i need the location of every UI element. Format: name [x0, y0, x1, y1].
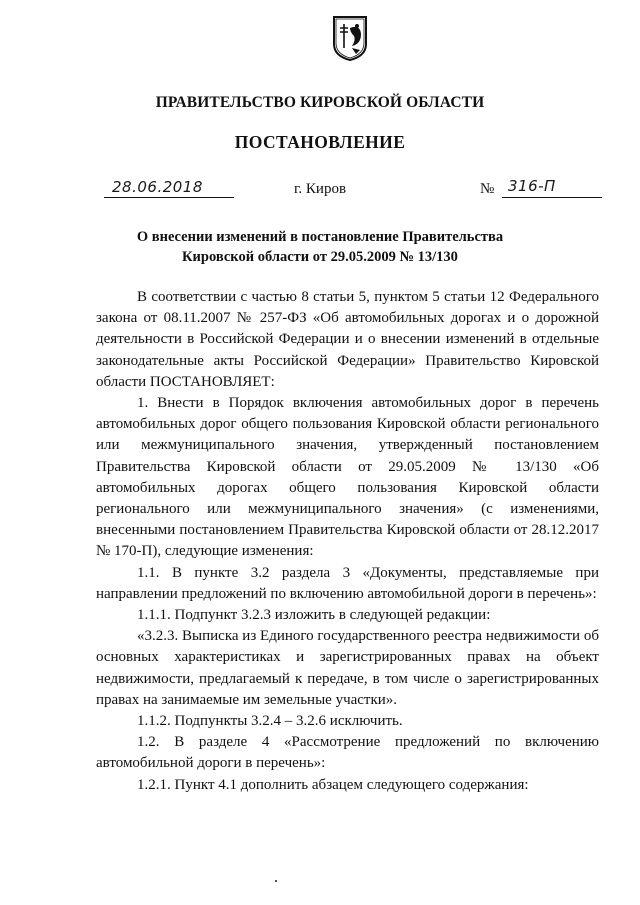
- decree-date: 28.06.2018: [112, 178, 203, 196]
- paragraph-item-1-2-1: 1.2.1. Пункт 4.1 дополнить абзацем следующего содержания:: [137, 776, 529, 793]
- document-type: ПОСТАНОВЛЕНИЕ: [234, 132, 406, 152]
- kirov-coat-of-arms-icon: [332, 14, 368, 62]
- government-name: ПРАВИТЕЛЬСТВО КИРОВСКОЙ ОБЛАСТИ: [155, 94, 485, 111]
- decree-body: [96, 287, 599, 796]
- title-line-2: Кировской области от 29.05.2009 № 13/130: [182, 249, 458, 265]
- decree-number: 316-П: [508, 177, 556, 195]
- paragraph-preamble: В соответствии с частью 8 статьи 5, пунктом 5 статьи 12 Федерального закона от 08.11.2007 № 257-ФЗ «Об автомобильных дорогах и о дорожной деятельности в Российской Федерации и о внесении изменений в отдельные законодательные акты Российской Федерации» Правительство Кировской области ПОСТАНОВЛЯЕТ:: [96, 289, 599, 390]
- number-label: №: [480, 181, 495, 197]
- paragraph-item-1-1: 1.1. В пункте 3.2 раздела 3 «Документы, представляемые при направлении предложений по включению автомобильной дороги в перечень»:: [96, 564, 599, 602]
- scan-speck: [275, 880, 277, 882]
- paragraph-item-1-2: 1.2. В разделе 4 «Рассмотрение предложений по включению автомобильной дороги в перечень»:: [96, 734, 599, 772]
- paragraph-item-1: 1. Внести в Порядок включения автомобильных дорог в перечень автомобильных дорог общего пользования Кировской области регионального или межмуниципального значения, утвержденный постановлением Правительства Кировской области от 29.05.2009 № 13/130 «Об автомобильных дорогах общего пользования Кировской области регионального или межмуниципального значения» (с изменениями, внесенными постановлением Правительства Кировской области от 28.12.2017 № 170-П), следующие изменения:: [96, 395, 599, 560]
- decree-title: [120, 227, 520, 267]
- title-line-1: О внесении изменений в постановление Правительства: [136, 229, 504, 245]
- paragraph-item-1-1-1: 1.1.1. Подпункт 3.2.3 изложить в следующей редакции:: [137, 607, 491, 624]
- number-underline: [502, 197, 602, 198]
- paragraph-quote-3-2-3: «3.2.3. Выписка из Единого государственного реестра недвижимости об основных характеристиках и зарегистрированных правах на объект недвижимости, предлагаемый к передаче, в том числе о зарегистрированных правах на занимаемые им земельные участки».: [96, 628, 599, 708]
- city: г. Киров: [293, 181, 347, 197]
- paragraph-item-1-1-2: 1.1.2. Подпункты 3.2.4 – 3.2.6 исключить.: [137, 713, 403, 730]
